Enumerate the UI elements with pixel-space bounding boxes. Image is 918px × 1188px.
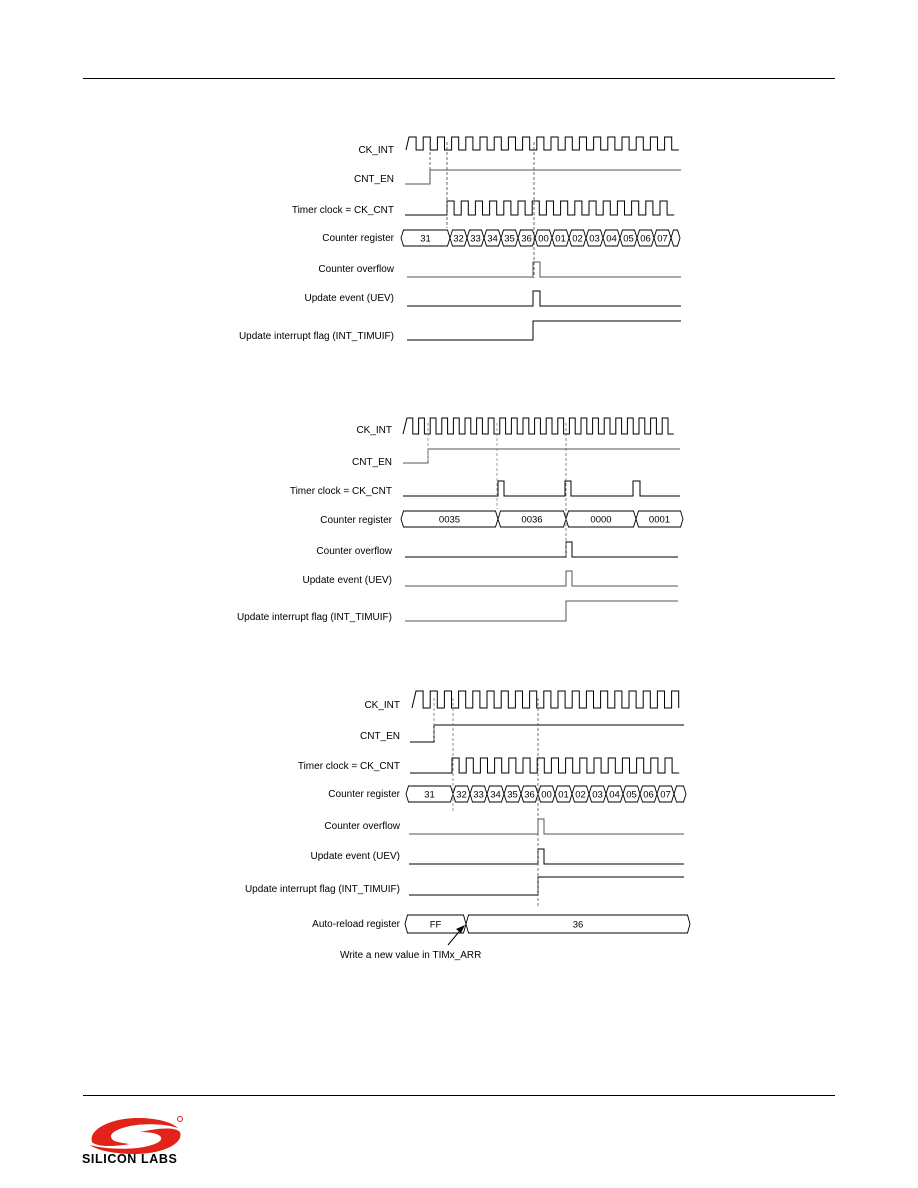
counter-register-value: 03 (589, 233, 600, 245)
counter-register-value: 34 (487, 233, 498, 245)
timing-diagram-2 (0, 405, 918, 635)
counter-register-value: 01 (558, 789, 569, 801)
signal-label-ck-int: CK_INT (364, 700, 400, 711)
counter-register-value: 06 (643, 789, 654, 801)
counter-register-value: 0000 (590, 514, 612, 526)
counter-register-value: 00 (541, 789, 552, 801)
signal-label-update-event: Update event (UEV) (304, 293, 394, 304)
counter-register-value: 31 (420, 233, 431, 245)
counter-register-value: 05 (623, 233, 634, 245)
footer-rule (83, 1095, 835, 1096)
logo-dot (178, 1117, 183, 1122)
counter-register-value: 04 (606, 233, 617, 245)
signal-label-ck-int: CK_INT (356, 425, 392, 436)
timing-diagram-2-svg (0, 405, 918, 635)
counter-register-value: 05 (626, 789, 637, 801)
counter-register-value: 02 (572, 233, 583, 245)
waveforms (401, 418, 683, 621)
update-interrupt-flag-wave (405, 601, 678, 621)
update-interrupt-flag-wave (407, 321, 681, 340)
signal-label-timer-clock: Timer clock = CK_CNT (297, 761, 400, 772)
signal-label-cnt-en: CNT_EN (359, 731, 400, 742)
signal-label-counter-register: Counter register (320, 515, 392, 526)
cnt-en-wave (410, 725, 684, 742)
signal-label-timer-clock: Timer clock = CK_CNT (289, 486, 392, 497)
counter-register-value: 03 (592, 789, 603, 801)
signal-label-auto-reload-register: Auto-reload register (312, 919, 400, 930)
counter-register-value: 01 (555, 233, 566, 245)
counter-register-value: 07 (660, 789, 671, 801)
counter-register-value: 34 (490, 789, 501, 801)
counter-register-value: 02 (575, 789, 586, 801)
counter-register-value: 07 (657, 233, 668, 245)
signal-label-ck-int: CK_INT (358, 145, 394, 156)
update-event-wave (407, 291, 681, 306)
counter-overflow-wave (407, 262, 681, 277)
counter-register-value: 0001 (648, 514, 671, 526)
counter-register-value: 35 (507, 789, 518, 801)
timer-clock-wave (410, 758, 679, 773)
counter-register-value: 32 (456, 789, 467, 801)
signal-label-update-interrupt-flag: Update interrupt flag (INT_TIMUIF) (238, 331, 394, 342)
signal-label-counter-overflow: Counter overflow (318, 264, 394, 275)
counter-overflow-wave (405, 542, 678, 557)
signal-label-update-event: Update event (UEV) (310, 851, 400, 862)
signal-label-counter-register: Counter register (328, 789, 400, 800)
ck-int-wave (412, 691, 679, 708)
update-event-wave (405, 571, 678, 586)
waveforms (405, 691, 690, 945)
cnt-en-wave (403, 449, 680, 463)
counter-register-value: 33 (473, 789, 484, 801)
auto-reload-register-value: FF (429, 919, 442, 931)
signal-label-cnt-en: CNT_EN (353, 174, 394, 185)
update-event-wave (409, 849, 684, 864)
signal-label-counter-overflow: Counter overflow (324, 821, 400, 832)
timing-diagram-1 (0, 120, 918, 360)
signal-label-update-interrupt-flag: Update interrupt flag (INT_TIMUIF) (244, 884, 400, 895)
timing-diagram-3-svg (0, 680, 918, 965)
signal-label-update-interrupt-flag: Update interrupt flag (INT_TIMUIF) (236, 612, 392, 623)
counter-register-value: 04 (609, 789, 620, 801)
counter-register-value: 33 (470, 233, 481, 245)
ck-int-wave (403, 418, 674, 434)
signal-label-counter-register: Counter register (322, 233, 394, 244)
counter-register-value: 0036 (521, 514, 543, 526)
company-name: SILICON LABS (82, 1152, 178, 1166)
counter-register-value: 35 (504, 233, 515, 245)
counter-register-value: 36 (524, 789, 535, 801)
cnt-en-wave (405, 170, 681, 184)
counter-register-cell (674, 786, 686, 802)
counter-register-cell (671, 230, 680, 246)
signal-label-counter-overflow: Counter overflow (316, 546, 392, 557)
counter-register-value: 32 (453, 233, 464, 245)
timer-clock-wave (405, 201, 674, 215)
counter-register-value: 06 (640, 233, 651, 245)
timer-clock-wave (403, 481, 680, 496)
signal-label-update-event: Update event (UEV) (302, 575, 392, 586)
arr-write-annotation: Write a new value in TIMx_ARR (340, 950, 482, 961)
counter-overflow-wave (409, 819, 684, 834)
counter-register-value: 31 (424, 789, 435, 801)
signal-label-timer-clock: Timer clock = CK_CNT (291, 205, 394, 216)
auto-reload-register-value: 36 (572, 919, 584, 931)
counter-register-value: 00 (538, 233, 549, 245)
waveforms (401, 137, 681, 340)
update-interrupt-flag-wave (409, 877, 684, 895)
counter-register-value: 36 (521, 233, 532, 245)
header-rule (83, 78, 835, 79)
counter-register-value: 0035 (438, 514, 461, 526)
timing-diagram-1-svg (0, 120, 918, 360)
signal-label-cnt-en: CNT_EN (351, 457, 392, 468)
timing-diagram-3 (0, 680, 918, 965)
